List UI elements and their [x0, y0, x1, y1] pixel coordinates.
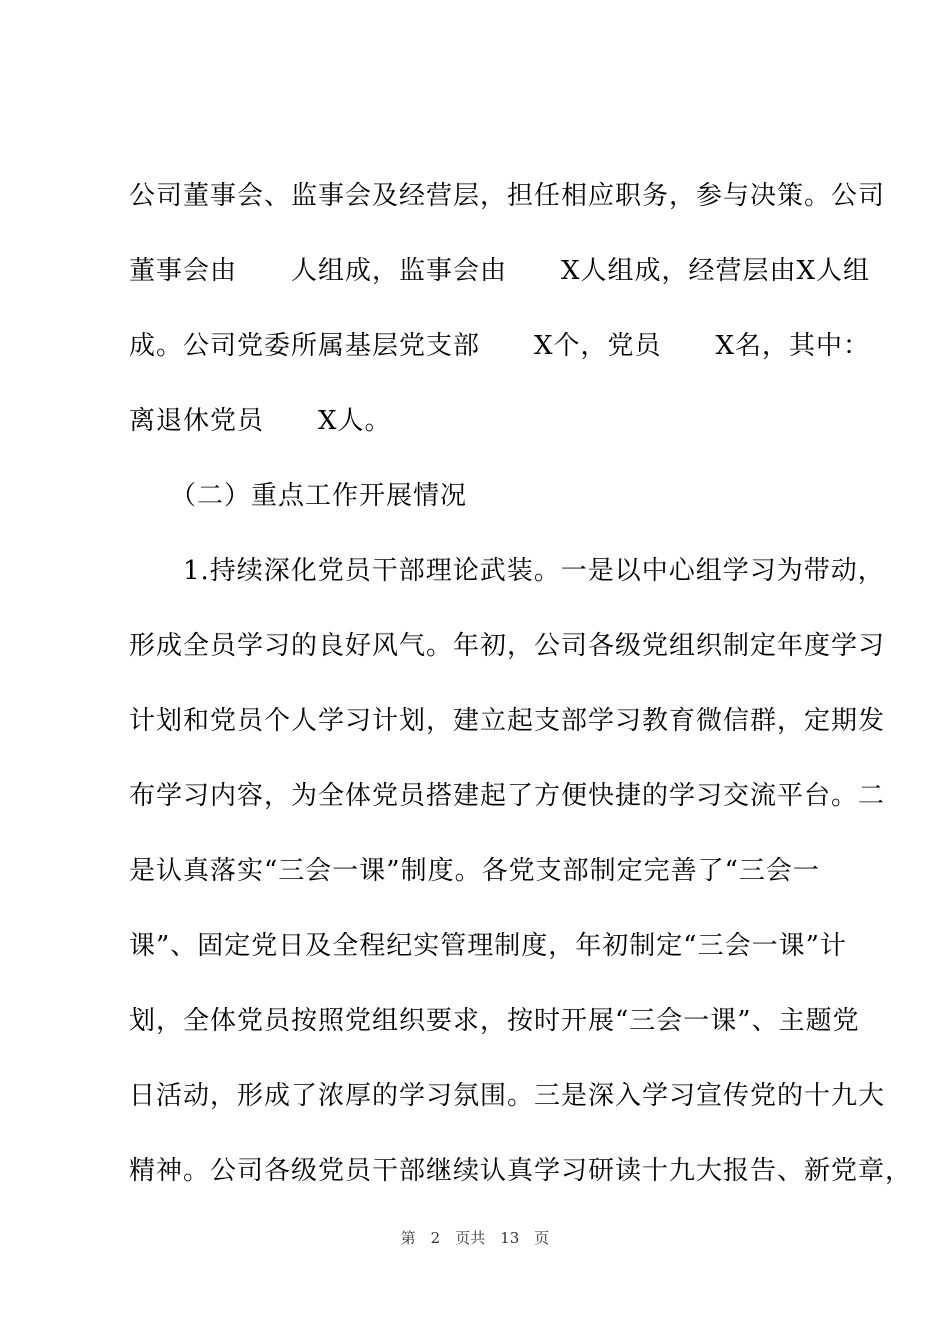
body-text-line: 形成全员学习的良好风气。年初，公司各级党组织制定年度学习 — [129, 631, 886, 661]
body-text-line: 董事会由 人组成，监事会由 X人组成，经营层由X人组 — [129, 256, 871, 286]
body-text-line: 离退休党员 X人。 — [129, 406, 392, 436]
body-text-line: 布学习内容，为全体党员搭建起了方便快捷的学习交流平台。二 — [129, 781, 886, 811]
body-text-line: 是认真落实“三会一课”制度。各党支部制定完善了“三会一 — [129, 856, 820, 886]
body-text-line: 精神。公司各级党员干部继续认真学习研读十九大报告、新党章， — [129, 1156, 913, 1186]
page-footer: 第 2 页共 13 页 — [400, 1229, 550, 1247]
body-text-line: 1.持续深化党员干部理论武装。一是以中心组学习为带动， — [129, 556, 885, 586]
body-text-line: 成。公司党委所属基层党支部 X个，党员 X名，其中： — [129, 331, 871, 361]
body-text-line: 课”、固定党日及全程纪实管理制度，年初制定“三会一课”计 — [129, 931, 847, 961]
body-text-line: 日活动，形成了浓厚的学习氛围。三是深入学习宣传党的十九大 — [129, 1081, 886, 1111]
section-heading: （二）重点工作开展情况 — [129, 481, 468, 511]
body-text-line: 计划和党员个人学习计划，建立起支部学习教育微信群，定期发 — [129, 706, 886, 736]
body-text-line: 划，全体党员按照党组织要求，按时开展“三会一课”、主题党 — [129, 1006, 860, 1036]
body-text-line: 公司董事会、监事会及经营层，担任相应职务，参与决策。公司 — [129, 181, 886, 211]
